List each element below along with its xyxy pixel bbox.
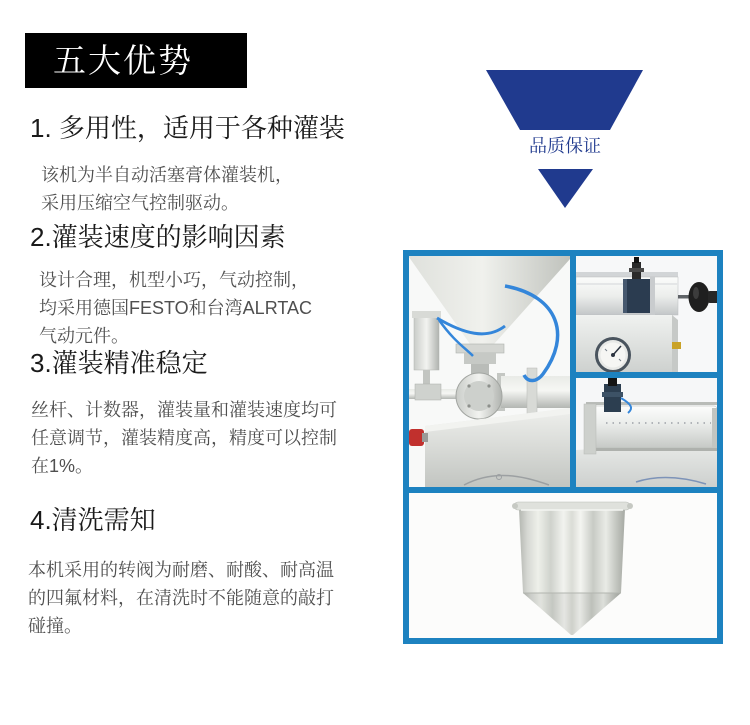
page-title: 五大优势 [25,33,247,88]
quality-badge [480,60,650,210]
product-photo-panel [403,250,723,644]
photo-stainless-funnel [409,493,717,638]
advantage-3-body-line-2: 任意调节，灌装精度高，精度可以控制 [31,428,337,448]
advantage-1-body-line-1: 该机为半自动活塞膏体灌装机， [41,165,293,185]
advantage-4-body-line-3: 碰撞。 [28,616,82,636]
photo-cylinder-side [576,378,717,487]
advantage-4-body-line-1: 本机采用的转阀为耐磨、耐酸、耐高温 [28,560,334,580]
advantage-4-body [28,556,334,640]
advantage-3-body [31,396,337,480]
advantage-2-body-line-3: 气动元件。 [39,326,129,346]
advantage-2-body-line-1: 设计合理，机型小巧，气动控制， [39,270,309,290]
photo-cylinder-knob-gauge [576,256,717,372]
advantage-4-heading: 4.清洗需知 [30,505,156,535]
advantage-2-heading: 2.灌装速度的影响因素 [30,222,286,252]
advantage-4-body-line-2: 的四氟材料，在清洗时不能随意的敲打 [28,588,334,608]
advantage-2-body-line-2: 均采用德国FESTO和台湾ALRTAC [39,298,313,318]
photo-grid [409,256,717,638]
advantage-3-body-line-1: 丝杆、计数器，灌装量和灌装速度均可 [31,400,337,420]
advantage-1-body [41,161,293,217]
quality-badge-label: 品质保证 [529,136,601,156]
advantage-3-body-line-3: 在1%。 [31,456,94,476]
advantage-1-body-line-2: 采用压缩空气控制驱动。 [41,193,239,213]
advantage-2-body [39,266,312,350]
advantage-1-heading: 1. 多用性，适用于各种灌装 [30,113,345,143]
photo-filling-machine-hopper [409,256,570,487]
advantage-3-heading: 3.灌装精准稳定 [30,348,208,378]
